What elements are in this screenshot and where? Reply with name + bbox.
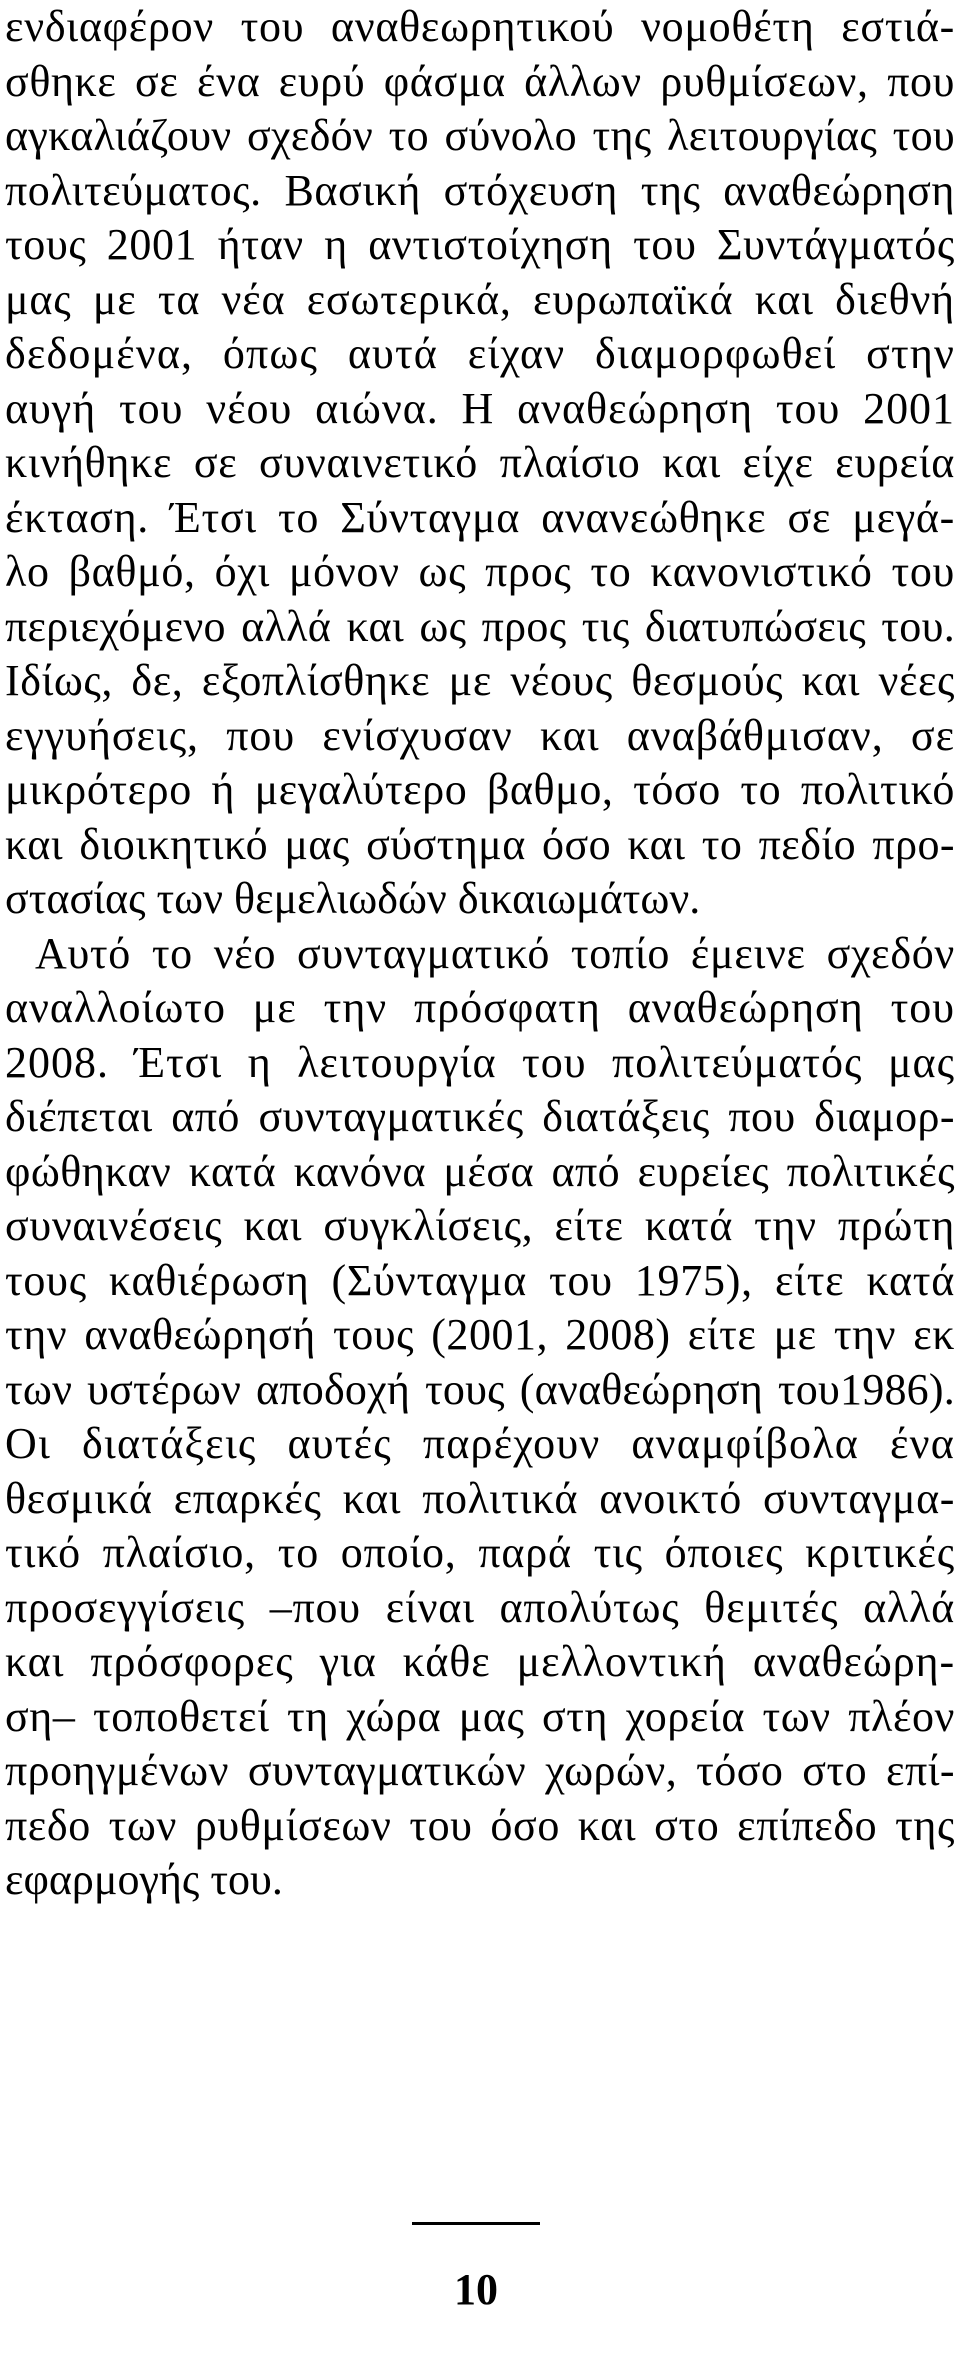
text-line: θεσμικά επαρκές και πολιτικά ανοικτό συνταγμα- — [5, 1473, 955, 1523]
paragraph — [5, 0, 955, 927]
text-line: αναλλοίωτο με την πρόσφατη αναθεώρηση του — [5, 983, 955, 1032]
text-line: διέπεται από συνταγματικές διατάξεις που διαμορ- — [5, 1092, 955, 1141]
text-line: τικό πλαίσιο, το οποίο, παρά τις όποιες κριτικές — [5, 1528, 955, 1577]
text-line: εγγυήσεις, που ενίσχυσαν και αναβάθμισαν, σε — [5, 710, 955, 760]
text-line: Ιδίως, δε, εξοπλίσθηκε με νέους θεσμούς και νέες — [5, 656, 955, 705]
text-line: προσεγγίσεις –που είναι απολύτως θεμιτές αλλά — [5, 1582, 955, 1632]
text-line: αυγή του νέου αιώνα. Η αναθεώρηση του 2001 — [5, 383, 955, 433]
text-line: ενδιαφέρον του αναθεωρητικού νομοθέτη εστιά- — [5, 2, 955, 51]
text-line: ση– τοποθετεί τη χώρα μας στη χορεία των πλέον — [5, 1691, 955, 1741]
text-line: τους 2001 ήταν η αντιστοίχηση του Συντάγματός — [5, 220, 955, 269]
text-line: Αυτό το νέο συνταγματικό τοπίο έμεινε σχεδόν — [35, 928, 955, 978]
text-line: και διοικητικό μας σύστημα όσο και το πεδίο προ- — [5, 819, 955, 869]
text-line: συναινέσεις και συγκλίσεις, είτε κατά την πρώτη — [5, 1201, 955, 1250]
text-line: προηγμένων συνταγματικών χωρών, τόσο στο επί- — [5, 1746, 955, 1795]
text-line: φώθηκαν κατά κανόνα μέσα από ευρείες πολιτικές — [5, 1146, 955, 1196]
text-line: μικρότερο ή μεγαλύτερο βαθμο, τόσο το πολιτικό — [5, 765, 955, 814]
text-line: πεδο των ρυθμίσεων του όσο και στο επίπεδο της — [5, 1800, 955, 1850]
text-line: τους καθιέρωση (Σύνταγμα του 1975), είτε κατά — [5, 1255, 955, 1305]
text-line: σθηκε σε ένα ευρύ φάσμα άλλων ρυθμίσεων, που — [5, 56, 955, 106]
text-line: εφαρμογής του. — [5, 1855, 283, 1904]
text-line: δεδομένα, όπως αυτά είχαν διαμορφωθεί στην — [5, 329, 955, 378]
footer-rule — [412, 2222, 540, 2225]
text-line: πολιτεύματος. Βασική στόχευση της αναθεώρηση — [5, 165, 955, 215]
body-text — [5, 0, 955, 1908]
page-number: 10 — [454, 2265, 498, 2314]
text-line: την αναθεώρησή τους (2001, 2008) είτε με την εκ — [5, 1310, 955, 1359]
text-line: Οι διατάξεις αυτές παρέχουν αναμφίβολα ένα — [5, 1419, 955, 1468]
text-line: αγκαλιάζουν σχεδόν το σύνολο της λειτουργίας του — [5, 111, 955, 160]
text-line: των υστέρων αποδοχή τους (αναθεώρηση του1986). — [5, 1364, 955, 1414]
text-line: 2008. Έτσι η λειτουργία του πολιτεύματός μας — [5, 1037, 955, 1087]
text-line: λο βαθμό, όχι μόνον ως προς το κανονιστικό του — [5, 547, 955, 596]
text-line: κινήθηκε σε συναινετικό πλαίσιο και είχε ευρεία — [5, 438, 955, 487]
text-line: στασίας των θεμελιωδών δικαιωμάτων. — [5, 874, 701, 923]
text-line: έκταση. Έτσι το Σύνταγμα ανανεώθηκε σε μεγά- — [5, 492, 955, 542]
text-line: μας με τα νέα εσωτερικά, ευρωπαϊκά και διεθνή — [5, 274, 955, 324]
paragraph — [5, 927, 955, 1908]
text-line: περιεχόμενο αλλά και ως προς τις διατυπώσεις του. — [5, 601, 955, 651]
text-line: και πρόσφορες για κάθε μελλοντική αναθεώρη- — [5, 1637, 955, 1686]
